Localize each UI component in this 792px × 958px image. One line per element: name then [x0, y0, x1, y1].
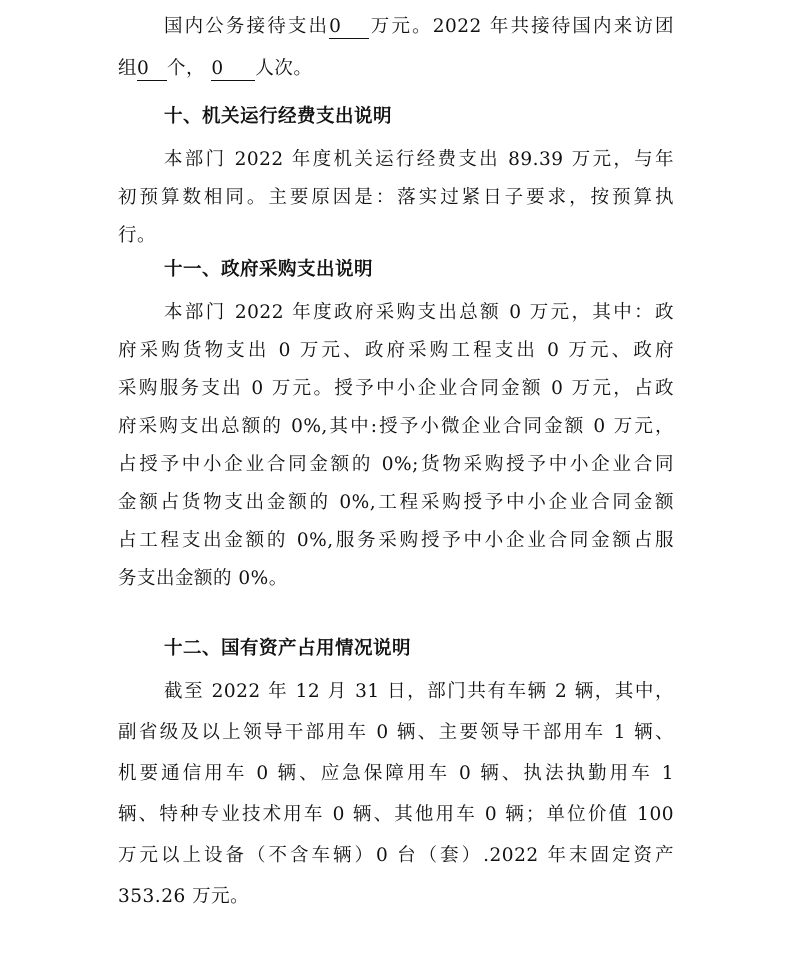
paragraph-line: 占授予中小企业合同金额的 0%;货物采购授予中小企业合同 [118, 454, 674, 475]
paragraph-line: 采购服务支出 0 万元。授予中小企业合同金额 0 万元，占政 [118, 378, 674, 399]
reception-people-value: 0 [211, 58, 255, 81]
reception-expense-value: 0 [329, 16, 369, 39]
reception-line-1: 国内公务接待支出0 万元。2022 年共接待国内来访团 [164, 16, 674, 37]
paragraph-line: 行。 [118, 225, 157, 246]
paragraph-line: 占工程支出金额的 0%,服务采购授予中小企业合同金额占服 [118, 530, 674, 551]
paragraph-line: 副省级及以上领导干部用车 0 辆、主要领导干部用车 1 辆、 [118, 722, 674, 743]
paragraph-line: 截至 2022 年 12 月 31 日，部门共有车辆 2 辆，其中， [164, 681, 674, 702]
reception-groups-value: 0 [137, 58, 167, 81]
paragraph-line: 本部门 2022 年度政府采购支出总额 0 万元，其中：政 [164, 302, 674, 323]
section-10-heading: 十、机关运行经费支出说明 [164, 106, 393, 127]
paragraph-line: 辆、特种专业技术用车 0 辆、其他用车 0 辆；单位价值 100 [118, 804, 674, 825]
paragraph-line: 务支出金额的 0%。 [118, 568, 288, 589]
paragraph-line: 府采购支出总额的 0%,其中:授予小微企业合同金额 0 万元， [118, 416, 674, 437]
paragraph-line: 万元以上设备（不含车辆）0 台（套）.2022 年末固定资产 [118, 845, 674, 866]
section-12-heading: 十二、国有资产占用情况说明 [164, 638, 412, 659]
section-11-heading: 十一、政府采购支出说明 [164, 259, 374, 280]
paragraph-line: 金额占货物支出金额的 0%,工程采购授予中小企业合同金额 [118, 492, 674, 513]
paragraph-line: 机要通信用车 0 辆、应急保障用车 0 辆、执法执勤用车 1 [118, 763, 674, 784]
paragraph-line: 353.26 万元。 [118, 886, 250, 907]
paragraph-line: 本部门 2022 年度机关运行经费支出 89.39 万元，与年 [164, 149, 674, 170]
paragraph-line: 初预算数相同。主要原因是：落实过紧日子要求，按预算执 [118, 187, 674, 208]
paragraph-line: 府采购货物支出 0 万元、政府采购工程支出 0 万元、政府 [118, 340, 674, 361]
reception-line-2: 组0 个， 0 人次。 [118, 58, 313, 79]
